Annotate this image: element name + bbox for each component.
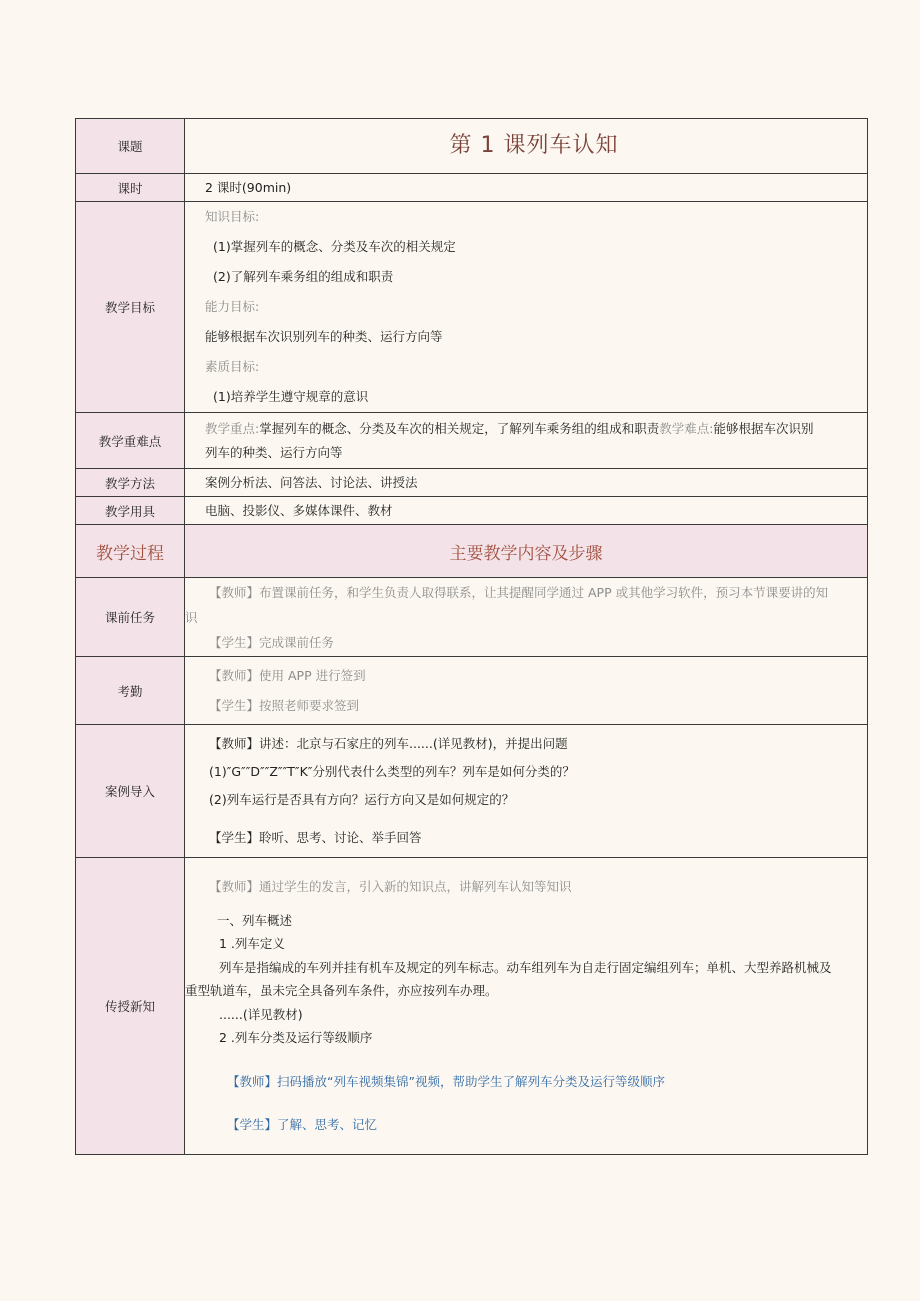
case-student-line: 【学生】聆听、思考、讨论、举手回答 <box>209 830 422 845</box>
row-topic <box>76 119 868 174</box>
attendance-student-tag: 【学生】 <box>209 697 260 713</box>
process-heading: 主要教学内容及步骤 <box>449 543 603 564</box>
case-question-2: (2)列车运行是否具有方向？运行方向又是如何规定的？ <box>209 792 515 807</box>
new-knowledge-label: 传授新知 <box>76 858 185 1155</box>
attendance-teacher-text: 使用 APP 进行签到 <box>259 667 366 683</box>
lesson-title: 第 1 课列车认知 <box>449 133 619 158</box>
attendance-student-text: 按照老师要求签到 <box>259 697 360 713</box>
case-teacher-line: 【教师】讲述：北京与石家庄的列车......(详见教材)，并提出问题 <box>209 736 568 751</box>
pre-class-teacher-text-a: 布置课前任务，和学生负责人取得联系，让其提醒同学通过 APP 或其他学习软件，预习本节课要讲的知 <box>259 584 829 600</box>
nk-section-1: 一、列车概述 <box>217 912 293 928</box>
row-tools <box>76 497 868 525</box>
hours-value: 2 课时(90min) <box>185 174 868 202</box>
nk-definition-b: 重型轨道车，虽未完全具备列车条件，亦应按列车办理。 <box>185 983 498 999</box>
ability-title: 能力目标: <box>205 299 260 314</box>
methods-value: 案例分析法、问答法、讨论法、讲授法 <box>185 469 868 497</box>
row-process-header <box>76 525 868 578</box>
nk-teacher-text: 通过学生的发言，引入新的知识点，讲解列车认知等知识 <box>259 879 572 895</box>
row-case-intro <box>76 725 868 858</box>
nk-see-book: ......(详见教材) <box>219 1006 303 1022</box>
nk-definition-a: 列车是指编成的车列并挂有机车及规定的列车标志。动车组列车为自走行固定编组列车；单机、大型养路机械及 <box>219 959 832 975</box>
quality-item-1: (1)培养学生遵守规章的意识 <box>213 389 369 404</box>
difficulty-text-b: 列车的种类、运行方向等 <box>205 444 343 460</box>
nk-teacher-video: 【教师】扫码播放“列车视频集锦”视频，帮助学生了解列车分类及运行等级顺序 <box>227 1073 665 1089</box>
row-new-knowledge <box>76 858 868 1155</box>
case-question-1: (1)″G″″D″″Z″″T″K″分别代表什么类型的列车？列车是如何分类的？ <box>209 764 575 779</box>
row-key-points <box>76 413 868 469</box>
nk-teacher-tag: 【教师】 <box>209 879 260 895</box>
knowledge-item-2: (2)了解列车乘务组的组成和职责 <box>213 269 394 284</box>
hours-label: 课时 <box>76 174 185 202</box>
objectives-label: 教学目标 <box>76 202 185 413</box>
focus-text: 掌握列车的概念、分类及车次的相关规定，了解列车乘务组的组成和职责 <box>259 420 660 436</box>
nk-sub-2: 2 .列车分类及运行等级顺序 <box>219 1030 373 1046</box>
ability-item-1: 能够根据车次识别列车的种类、运行方向等 <box>205 329 443 344</box>
knowledge-item-1: (1)掌握列车的概念、分类及车次的相关规定 <box>213 239 456 254</box>
tools-label: 教学用具 <box>76 497 185 525</box>
pre-class-teacher-text-b: 识 <box>185 609 198 625</box>
focus-title: 教学重点: <box>205 420 260 436</box>
pre-class-student-text: 完成课前任务 <box>259 634 335 650</box>
process-label: 教学过程 <box>76 525 185 578</box>
key-points-label: 教学重难点 <box>76 413 185 469</box>
tools-value: 电脑、投影仪、多媒体课件、教材 <box>185 497 868 525</box>
pre-class-teacher-tag: 【教师】 <box>209 584 260 600</box>
attendance-teacher-tag: 【教师】 <box>209 667 260 683</box>
row-objectives <box>76 202 868 413</box>
row-pre-class <box>76 578 868 657</box>
difficulty-title: 教学难点: <box>659 420 714 436</box>
methods-label: 教学方法 <box>76 469 185 497</box>
nk-student-line: 【学生】了解、思考、记忆 <box>227 1117 378 1133</box>
attendance-label: 考勤 <box>76 657 185 725</box>
row-hours <box>76 174 868 202</box>
row-attendance <box>76 657 868 725</box>
topic-label: 课题 <box>76 119 185 174</box>
row-methods <box>76 469 868 497</box>
lesson-plan-table <box>75 118 868 1155</box>
difficulty-text-a: 能够根据车次识别 <box>713 420 814 436</box>
nk-sub-1: 1 .列车定义 <box>219 936 285 952</box>
pre-class-label: 课前任务 <box>76 578 185 657</box>
pre-class-student-tag: 【学生】 <box>209 634 260 650</box>
knowledge-title: 知识目标: <box>205 209 260 224</box>
quality-title: 素质目标: <box>205 359 260 374</box>
case-intro-label: 案例导入 <box>76 725 185 858</box>
